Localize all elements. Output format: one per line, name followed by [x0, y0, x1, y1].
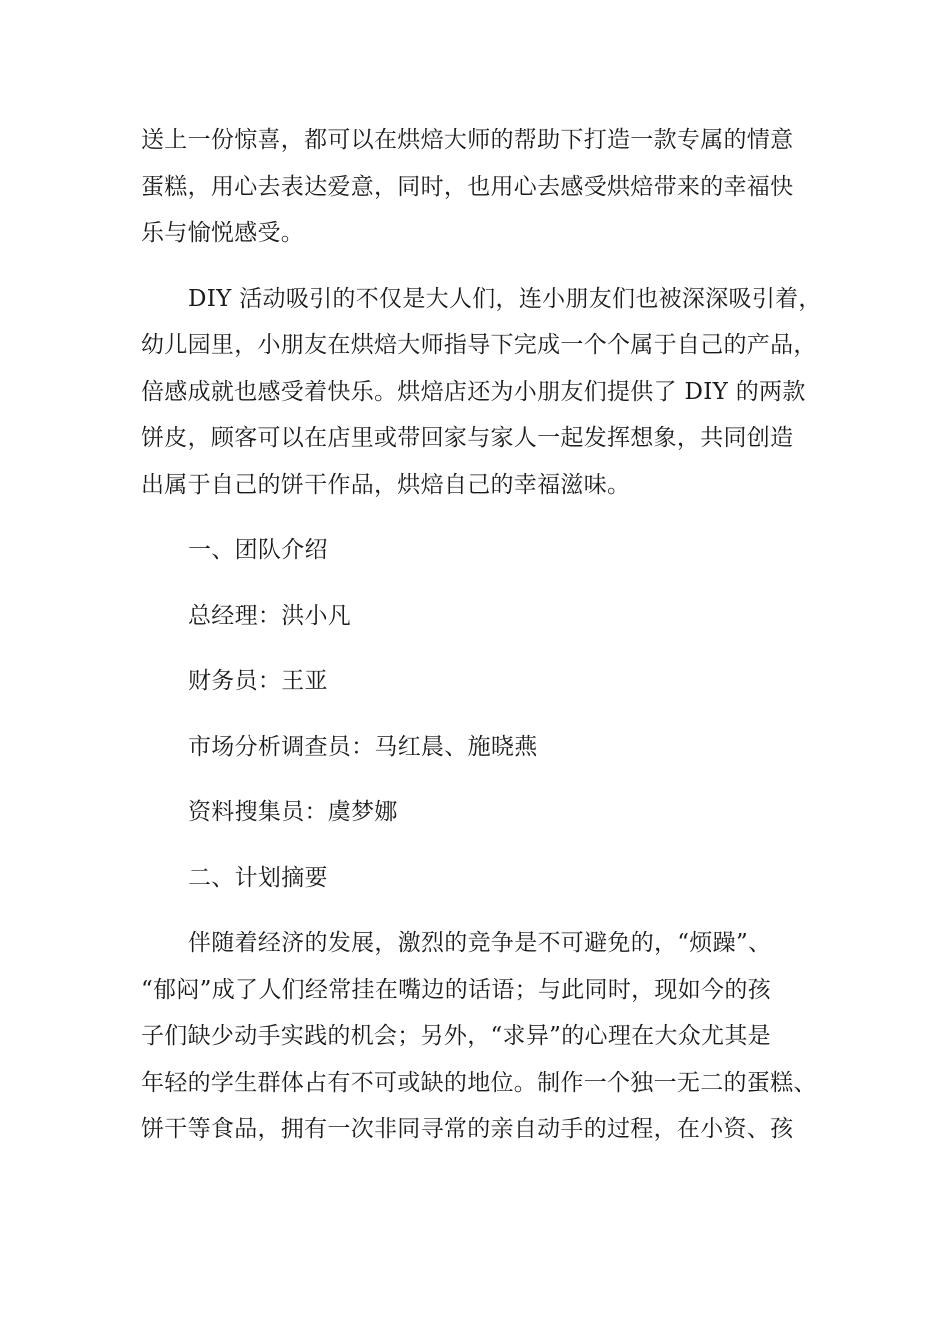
text-line: 饼干等食品，拥有一次非同寻常的亲自动手的过程，在小资、孩	[141, 1116, 794, 1142]
text-line: 倍感成就也感受着快乐。烘焙店还为小朋友们提供了 DIY 的两款	[141, 378, 806, 405]
team-market-research: 市场分析调查员：马红晨、施晓燕	[188, 733, 538, 760]
paragraph-diy-activity	[141, 276, 822, 509]
text-line: 出属于自己的饼干作品，烘焙自己的幸福滋味。	[141, 471, 631, 498]
text-line: 伴随着经济的发展，激烈的竞争是不可避免的，“烦躁”、	[188, 930, 772, 956]
text-line: 蛋糕，用心去表达爱意，同时，也用心去感受烘焙带来的幸福快	[141, 173, 794, 200]
text-line: 幼儿园里，小朋友在烘焙大师指导下完成一个个属于自己的产品，	[141, 332, 817, 358]
paragraph-surprise-cake	[141, 117, 816, 257]
team-general-manager: 总经理：洪小凡	[188, 602, 352, 629]
text-line: 子们缺少动手实践的机会；另外，“求异”的心理在大众尤其是	[141, 1023, 771, 1049]
text-line: DIY 活动吸引的不仅是大人们，连小朋友们也被深深吸引着，	[188, 285, 822, 312]
text-line: 送上一份惊喜，都可以在烘焙大师的帮助下打造一款专属的情意	[141, 127, 794, 153]
section-heading-summary: 二、计划摘要	[188, 864, 328, 891]
text-line: 乐与愉悦感受。	[141, 220, 305, 246]
text-line: 饼皮，顾客可以在店里或带回家与家人一起发挥想象，共同创造	[141, 425, 794, 451]
paragraph-plan-summary	[141, 920, 816, 1153]
document-body	[141, 117, 822, 1153]
text-line: 年轻的学生群体占有不可或缺的地位。制作一个独一无二的蛋糕、	[141, 1069, 817, 1096]
text-line: “郁闷”成了人们经常挂在嘴边的话语；与此同时，现如今的孩	[141, 976, 771, 1003]
section-heading-team: 一、团队介绍	[188, 537, 328, 563]
team-finance: 财务员：王亚	[188, 668, 328, 694]
team-data-collection: 资料搜集员：虞梦娜	[188, 799, 398, 825]
